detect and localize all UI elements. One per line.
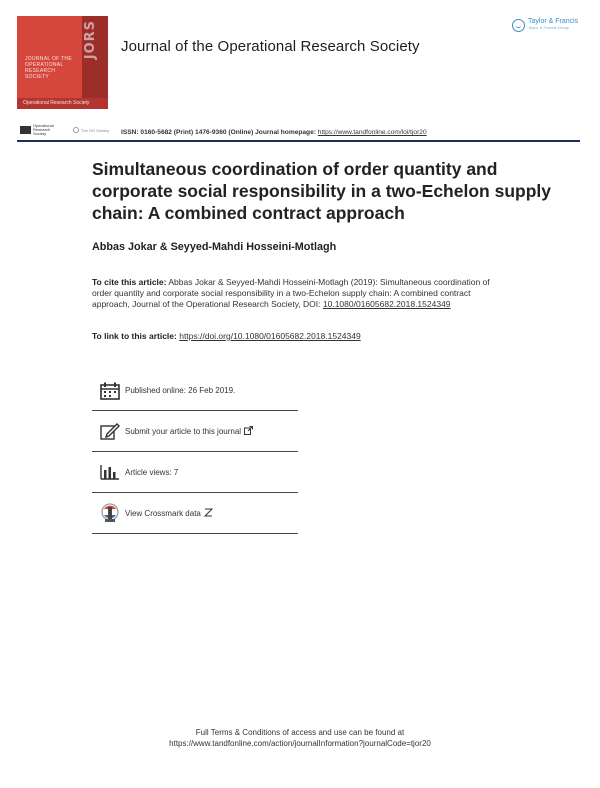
cover-footer [17, 98, 108, 109]
external-link-icon [244, 422, 253, 440]
published-row [92, 371, 298, 411]
article-title: Simultaneous coordination of order quantity and corporate social responsibility in a two-Echelon supply chain: A combined contract approach [92, 159, 551, 223]
publisher-sub: Taylor & Francis Group [528, 25, 569, 30]
citation-block [92, 277, 502, 310]
journal-title: Journal of the Operational Research Society [121, 38, 420, 55]
crossmark-icon [99, 502, 121, 524]
bar-chart-icon [99, 461, 121, 483]
taylor-francis-icon [512, 19, 525, 32]
issn-line [121, 129, 427, 136]
terms-text: Full Terms & Conditions of access and use can be found at [195, 728, 405, 737]
info-rows [92, 371, 298, 534]
issn-text: ISSN: 0160-5682 (Print) 1476-9360 (Online) Journal homepage: [121, 129, 318, 136]
article-url-link[interactable]: https://doi.org/10.1080/01605682.2018.1524349 [179, 331, 361, 341]
cover-publisher: Operational Research Society [23, 100, 90, 106]
header-divider [17, 140, 580, 142]
terms-footer [0, 727, 600, 749]
submit-article-link[interactable]: Submit your article to this journal [125, 426, 242, 436]
cover-title: JOURNAL OF THE OPERATIONAL RESEARCH SOCIETY [25, 56, 72, 80]
edit-icon [99, 420, 121, 442]
calendar-icon [99, 380, 121, 402]
view-crossmark-link[interactable]: View Crossmark data [125, 508, 201, 518]
article-authors: Abbas Jokar & Seyyed-Mahdi Hosseini-Motlagh [92, 241, 337, 253]
cover-jors-mark: JORS [83, 20, 98, 60]
or-society-logo-text: The OR Society [81, 127, 110, 133]
journal-info-link[interactable]: https://www.tandfonline.com/action/journalInformation?journalCode=tjor20 [169, 739, 431, 748]
link-label: To link to this article: [92, 331, 180, 341]
society-logo-icon [20, 126, 31, 134]
cite-text: Abbas Jokar & Seyyed-Mahdi Hosseini-Motlagh (2019): Simultaneous coordination of order quantity and corporate social responsibility in a two-Echelon supply chain: A combined contract approach, Journal of the Operational Research Society, DOI: [92, 277, 490, 309]
published-date: Published online: 26 Feb 2019. [125, 386, 236, 395]
journal-homepage-link[interactable]: https://www.tandfonline.com/loi/tjor20 [317, 129, 427, 136]
article-link-line [92, 331, 361, 341]
society-logos [20, 124, 109, 136]
crossmark-row[interactable] [92, 493, 298, 534]
doi-link[interactable]: 10.1080/01605682.2018.1524349 [322, 299, 451, 309]
article-views: Article views: 7 [125, 467, 179, 477]
views-row [92, 452, 298, 493]
publisher-brand: Taylor & Francis [528, 18, 579, 25]
publisher-logo[interactable] [512, 16, 586, 34]
or-society-logo-icon [73, 127, 79, 133]
journal-cover-image [17, 16, 108, 109]
society-logo-text: Operational Research Society [33, 123, 54, 136]
submit-row[interactable] [92, 411, 298, 452]
cite-label: To cite this article: [92, 277, 167, 287]
crossmark-link-icon [204, 504, 213, 522]
